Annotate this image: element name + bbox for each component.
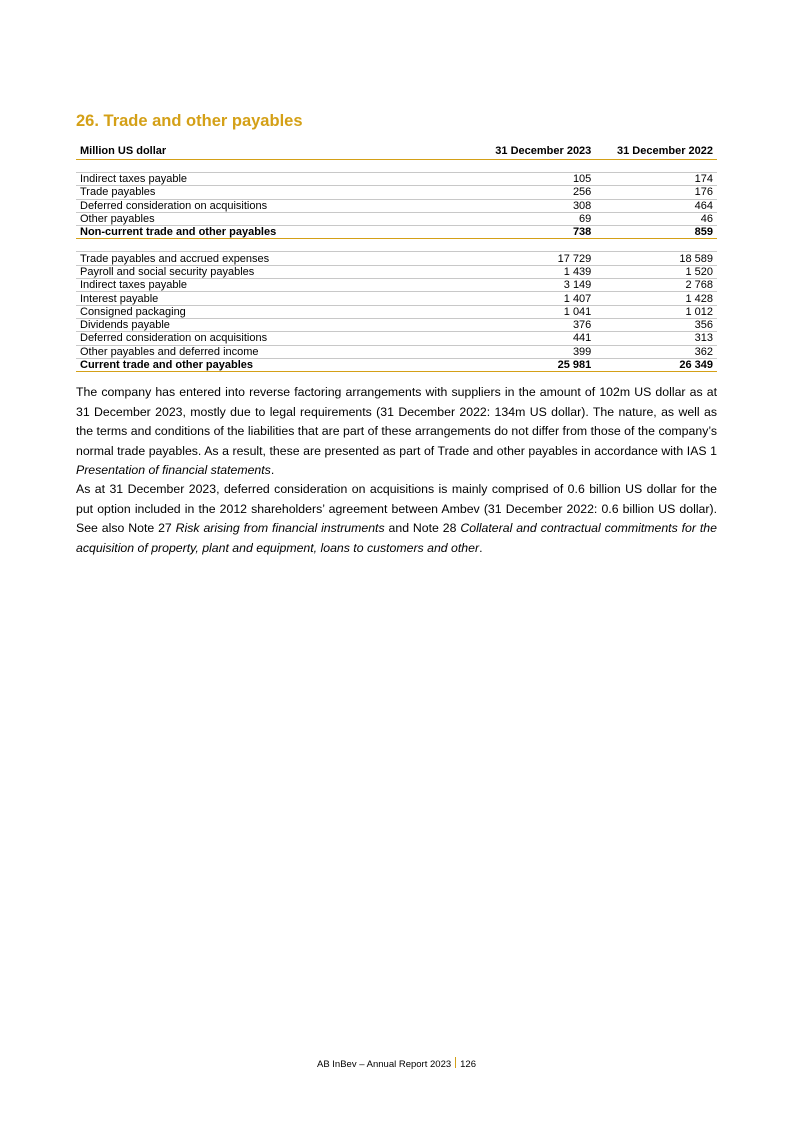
table-row (76, 186, 717, 199)
table-row (76, 345, 717, 358)
row-label: Indirect taxes payable (76, 173, 473, 186)
report-name: AB InBev – Annual Report 2023 (316, 1059, 452, 1070)
value-2023 (473, 160, 596, 173)
value-2022: 1 428 (595, 292, 717, 305)
table-row (76, 279, 717, 292)
row-label (76, 160, 473, 173)
value-2022: 2 768 (595, 279, 717, 292)
value-2023: 376 (473, 318, 596, 331)
value-2022 (595, 160, 717, 173)
value-2022: 1 520 (595, 265, 717, 278)
row-label: Current trade and other payables (76, 358, 473, 371)
row-label: Trade payables (76, 186, 473, 199)
row-label: Indirect taxes payable (76, 279, 473, 292)
value-2023: 399 (473, 345, 596, 358)
page-number: 126 (460, 1059, 476, 1070)
table-row (76, 265, 717, 278)
value-2023: 3 149 (473, 279, 596, 292)
note-27-reference: Risk arising from financial instruments (175, 521, 385, 535)
value-2022: 174 (595, 173, 717, 186)
row-label: Deferred consideration on acquisitions (76, 332, 473, 345)
row-label: Deferred consideration on acquisitions (76, 199, 473, 212)
table-row (76, 318, 717, 331)
table-header-row (76, 144, 717, 160)
row-label: Interest payable (76, 292, 473, 305)
column-header-2023: 31 December 2023 (473, 144, 596, 160)
table-spacer-row (76, 239, 717, 252)
row-label: Dividends payable (76, 318, 473, 331)
value-2023 (473, 239, 596, 252)
page-footer (0, 1057, 793, 1070)
column-header-2022: 31 December 2022 (595, 144, 717, 160)
table-row (76, 252, 717, 265)
row-label (76, 239, 473, 252)
row-label: Other payables and deferred income (76, 345, 473, 358)
current-total-row (76, 358, 717, 371)
row-label: Non-current trade and other payables (76, 226, 473, 239)
value-2022: 46 (595, 212, 717, 225)
non-current-total-row (76, 226, 717, 239)
section-title: 26. Trade and other payables (76, 112, 303, 130)
value-2022: 18 589 (595, 252, 717, 265)
value-2023: 308 (473, 199, 596, 212)
column-header-label: Million US dollar (76, 144, 473, 160)
footer-separator (455, 1057, 456, 1068)
row-label: Payroll and social security payables (76, 265, 473, 278)
table-spacer-row (76, 160, 717, 173)
value-2022: 859 (595, 226, 717, 239)
value-2023: 441 (473, 332, 596, 345)
table-row (76, 305, 717, 318)
value-2023: 256 (473, 186, 596, 199)
value-2022: 362 (595, 345, 717, 358)
value-2022: 313 (595, 332, 717, 345)
row-label: Consigned packaging (76, 305, 473, 318)
value-2023: 1 041 (473, 305, 596, 318)
table-row (76, 212, 717, 225)
deferred-consideration-paragraph: As at 31 December 2023, deferred consideration on acquisitions is mainly comprised of 0.6 billion US dollar for the put option included in the 2012 shareholders’ agreement between Ambev (31 December 2022: 0.6 billion US dollar). See also Note 27 Risk arising from financial instruments and Note 28 Collateral and contractual commitments for the acquisition of property, plant and equipment, loans to customers and other. (76, 482, 717, 555)
table-row (76, 332, 717, 345)
note-28-reference: Collateral and contractual commitments for the acquisition of property, plant and equipment, loans to customers and other (76, 521, 717, 555)
value-2023: 1 439 (473, 265, 596, 278)
table-row (76, 292, 717, 305)
value-2022: 176 (595, 186, 717, 199)
value-2023: 1 407 (473, 292, 596, 305)
table-row (76, 173, 717, 186)
value-2022: 464 (595, 199, 717, 212)
value-2023: 17 729 (473, 252, 596, 265)
value-2023: 25 981 (473, 358, 596, 371)
value-2022: 356 (595, 318, 717, 331)
table-row (76, 199, 717, 212)
value-2022: 1 012 (595, 305, 717, 318)
value-2022: 26 349 (595, 358, 717, 371)
reverse-factoring-paragraph: The company has entered into reverse factoring arrangements with suppliers in the amount of 102m US dollar as at 31 December 2023, mostly due to legal requirements (31 December 2022: 134m US dollar). The nature, as well as the terms and conditions of the liabilities that are part of these arrangements do not differ from those of the company’s normal trade payables. As a result, these are presented as part of Trade and other payables in accordance with IAS 1 Presentation of financial statements. (76, 385, 717, 477)
row-label: Trade payables and accrued expenses (76, 252, 473, 265)
value-2023: 69 (473, 212, 596, 225)
payables-table (76, 144, 717, 372)
row-label: Other payables (76, 212, 473, 225)
value-2022 (595, 239, 717, 252)
value-2023: 105 (473, 173, 596, 186)
value-2023: 738 (473, 226, 596, 239)
